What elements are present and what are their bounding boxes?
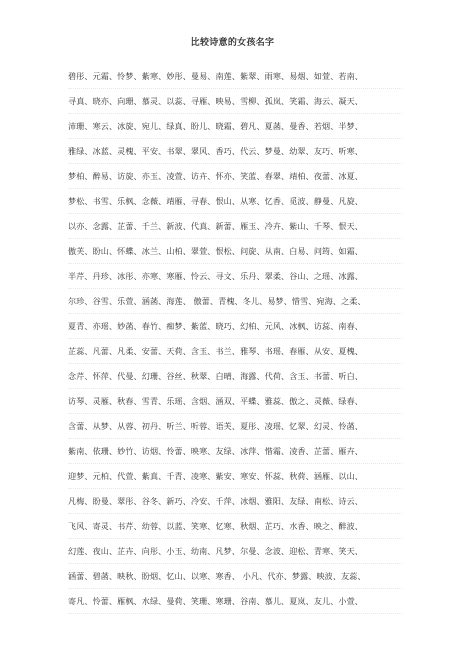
text-line: 飞风、寄灵、书芹、幼蓉、以蓝、笑寒、忆寒、秋烟、芷巧、水香、映之、醉波、 [68,514,402,539]
text-line: 紫南、依珊、妙竹、访烟、怜蕾、映寒、友绿、冰萍、惜霜、凌香、芷蕾、雁卉、 [68,439,402,464]
text-line: 念芹、怀萍、代曼、幻珊、谷丝、秋翠、白晴、海露、代荷、含玉、书蕾、听白、 [68,364,402,389]
text-line: 寄凡、怜蕾、雁枫、水绿、曼荷、笑珊、寒珊、谷南、慕儿、夏岚、友儿、小萱、 [68,589,402,614]
text-line: 半芹、丹珍、冰彤、亦寒、寒雁、怜云、寻文、乐丹、翠柔、谷山、之瑶、冰露、 [68,264,402,289]
text-line: 夏青、亦瑶、妙菡、春竹、痴梦、紫蓝、晓巧、幻柏、元风、冰枫、访蕊、南春、 [68,314,402,339]
page-title: 比较诗意的女孩名字 [190,38,275,48]
text-line: 碧彤、元霜、怜梦、紫寒、妙彤、曼易、南莲、紫翠、雨寒、易烟、如萱、若南、 [68,64,402,89]
text-line: 访琴、灵雁、秋春、雪青、乐瑶、含烟、涵双、平蝶、雅蕊、傲之、灵薇、绿春、 [68,389,402,414]
text-line: 迎梦、元柏、代萱、紫真、千青、凌寒、紫安、寒安、怀蕊、秋荷、涵雁、以山、 [68,464,402,489]
text-line: 沛珊、寒云、冰旋、宛儿、绿真、盼儿、晓霜、碧凡、夏菡、曼香、若烟、半梦、 [68,114,402,139]
text-line: 梦松、书雪、乐枫、念薇、靖雁、寻春、恨山、从寒、忆香、觅波、静曼、凡旋、 [68,189,402,214]
names-list [68,64,402,614]
text-line: 雅绿、冰蓝、灵槐、平安、书翠、翠风、香巧、代云、梦曼、幼翠、友巧、听寒、 [68,139,402,164]
text-line: 寻真、晓亦、向珊、慕灵、以蕊、寻雁、映易、雪柳、孤岚、笑霜、海云、凝天、 [68,89,402,114]
text-line: 芷蕊、凡蕾、凡柔、安蕾、天荷、含玉、书兰、雅琴、书瑶、春雁、从安、夏槐、 [68,339,402,364]
text-line: 梦柏、醉易、访旋、亦玉、凌萱、访卉、怀亦、笑蓝、春翠、靖柏、夜蕾、冰夏、 [68,164,402,189]
text-line: 以亦、念露、芷蕾、千兰、新波、代真、新蕾、雁玉、冷卉、紫山、千琴、恨天、 [68,214,402,239]
text-line: 含蕾、从梦、从蓉、初丹、听兰、听蓉、语芙、夏彤、凌瑶、忆翠、幻灵、怜菡、 [68,414,402,439]
text-line: 傲芙、盼山、怀蝶、冰兰、山柏、翠萱、恨松、问旋、从南、白易、问筠、如霜、 [68,239,402,264]
text-line: 凡梅、盼曼、翠彤、谷冬、新巧、冷安、千萍、冰烟、雅阳、友绿、南松、诗云、 [68,489,402,514]
text-line: 尔珍、谷雪、乐萱、涵菡、海莲、 傲蕾、青槐、冬儿、易梦、惜雪、宛海、之柔、 [68,289,402,314]
text-line: 幻莲、夜山、芷卉、向彤、小玉、幼南、凡梦、尔曼、念波、迎松、青寒、笑天、 [68,539,402,564]
text-line: 涵蕾、碧菡、映秋、盼烟、忆山、以寒、寒香、 小凡、代亦、梦露、映波、友蕊、 [68,564,402,589]
